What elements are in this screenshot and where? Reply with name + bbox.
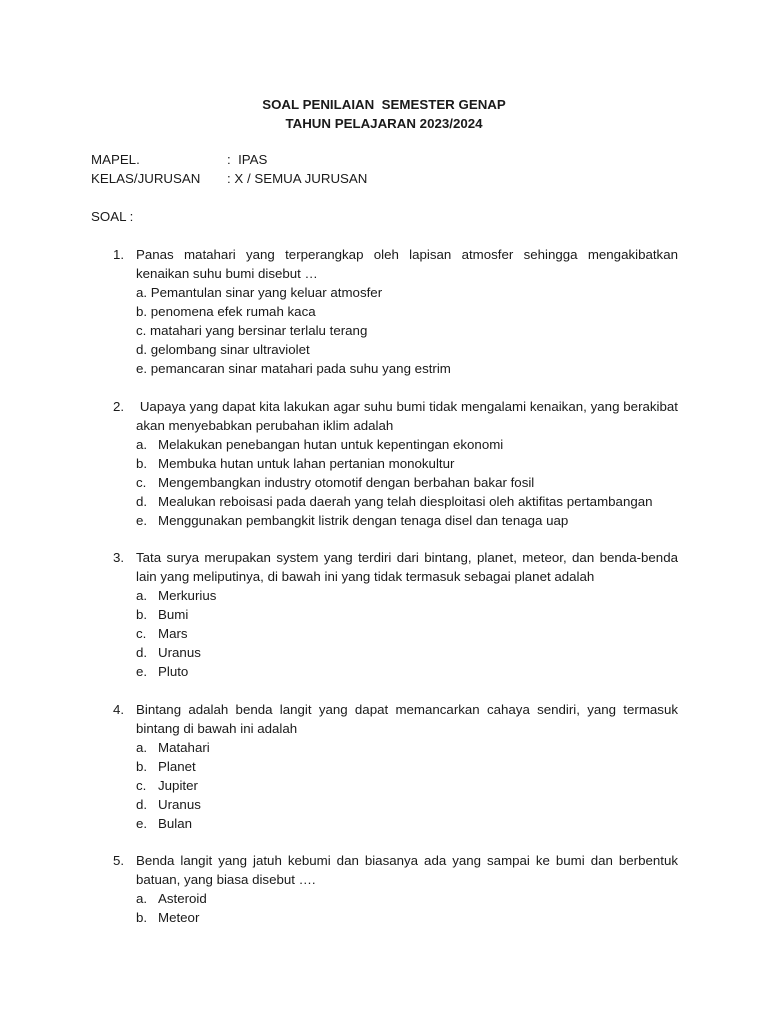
option-a bbox=[136, 586, 678, 605]
option-letter: a. bbox=[136, 740, 148, 755]
option-text: Mealukan reboisasi pada daerah yang telah diesploitasi oleh aktifitas pertambangan bbox=[158, 494, 653, 509]
question-text: Uapaya yang dapat kita lakukan agar suhu bumi tidak mengalami kenaikan, yang berakibat akan menyebabkan perubahan iklim adalah bbox=[136, 399, 682, 433]
meta-info bbox=[91, 150, 691, 188]
option-a: a. Pemantulan sinar yang keluar atmosfer bbox=[136, 285, 383, 300]
option-text: Bulan bbox=[158, 816, 193, 831]
option-c bbox=[136, 473, 678, 492]
meta-row-mapel bbox=[91, 150, 691, 169]
option-text: Asteroid bbox=[158, 891, 207, 906]
question-text: Benda langit yang jatuh kebumi dan biasanya ada yang sampai ke bumi dan berbentuk batuan, yang biasa disebut …. bbox=[136, 853, 678, 887]
option-text: Melakukan penebangan hutan untuk kepentingan ekonomi bbox=[158, 437, 504, 452]
option-text: Jupiter bbox=[158, 778, 198, 793]
option-text: Merkurius bbox=[158, 588, 217, 603]
soal-heading: SOAL : bbox=[91, 209, 134, 224]
option-letter: d. bbox=[136, 494, 148, 509]
option-letter: e. bbox=[136, 513, 148, 528]
option-letter: d. bbox=[136, 645, 148, 660]
option-text: Mengembangkan industry otomotif dengan berbahan bakar fosil bbox=[158, 475, 535, 490]
question-1 bbox=[113, 245, 678, 378]
option-a bbox=[136, 889, 678, 908]
option-e: e. pemancaran sinar matahari pada suhu yang estrim bbox=[136, 361, 451, 376]
option-d: d. gelombang sinar ultraviolet bbox=[136, 342, 310, 357]
option-letter: b. bbox=[136, 759, 148, 774]
kelas-label: KELAS/JURUSAN bbox=[91, 171, 201, 186]
option-text: Planet bbox=[158, 759, 196, 774]
option-letter: b. bbox=[136, 607, 148, 622]
option-letter: e. bbox=[136, 816, 148, 831]
option-letter: e. bbox=[136, 664, 148, 679]
option-letter: b. bbox=[136, 910, 148, 925]
question-5 bbox=[113, 851, 678, 927]
option-d bbox=[136, 795, 678, 814]
option-d bbox=[136, 643, 678, 662]
option-c bbox=[136, 624, 678, 643]
question-number: 3. bbox=[113, 550, 125, 565]
option-b: b. penomena efek rumah kaca bbox=[136, 304, 316, 319]
option-text: Pluto bbox=[158, 664, 189, 679]
option-letter: d. bbox=[136, 797, 148, 812]
option-text: Matahari bbox=[158, 740, 210, 755]
question-4 bbox=[113, 700, 678, 833]
option-b bbox=[136, 908, 678, 927]
question-number: 4. bbox=[113, 702, 125, 717]
option-a bbox=[136, 738, 678, 757]
option-text: Meteor bbox=[158, 910, 200, 925]
option-text: Bumi bbox=[158, 607, 189, 622]
option-letter: a. bbox=[136, 588, 148, 603]
option-d bbox=[136, 492, 678, 511]
option-b bbox=[136, 605, 678, 624]
option-e bbox=[136, 662, 678, 681]
meta-row-kelas bbox=[91, 169, 691, 188]
option-letter: b. bbox=[136, 456, 148, 471]
option-c bbox=[136, 776, 678, 795]
kelas-value: : X / SEMUA JURUSAN bbox=[227, 171, 368, 186]
option-text: Uranus bbox=[158, 797, 201, 812]
option-letter: a. bbox=[136, 891, 148, 906]
option-text: Membuka hutan untuk lahan pertanian monokultur bbox=[158, 456, 455, 471]
option-b bbox=[136, 757, 678, 776]
option-text: Menggunakan pembangkit listrik dengan tenaga disel dan tenaga uap bbox=[158, 513, 569, 528]
question-number: 1. bbox=[113, 247, 125, 262]
option-b bbox=[136, 454, 678, 473]
mapel-value: : IPAS bbox=[227, 152, 268, 167]
option-e bbox=[136, 814, 678, 833]
mapel-label: MAPEL. bbox=[91, 152, 140, 167]
title-line-1: SOAL PENILAIAN SEMESTER GENAP bbox=[262, 97, 506, 112]
option-c: c. matahari yang bersinar terlalu terang bbox=[136, 323, 368, 338]
question-text: Panas matahari yang terperangkap oleh lapisan atmosfer sehingga mengakibatkan kenaikan suhu bumi disebut … bbox=[136, 247, 678, 281]
option-letter: c. bbox=[136, 778, 147, 793]
title-line-2: TAHUN PELAJARAN 2023/2024 bbox=[285, 116, 483, 131]
option-letter: a. bbox=[136, 437, 148, 452]
question-3 bbox=[113, 548, 678, 681]
option-letter: c. bbox=[136, 475, 147, 490]
option-e bbox=[136, 511, 678, 530]
option-letter: c. bbox=[136, 626, 147, 641]
document-title bbox=[0, 95, 768, 133]
option-a bbox=[136, 435, 678, 454]
option-text: Mars bbox=[158, 626, 188, 641]
question-number: 5. bbox=[113, 853, 125, 868]
question-number: 2. bbox=[113, 399, 125, 414]
question-text: Bintang adalah benda langit yang dapat memancarkan cahaya sendiri, yang termasuk bintang di bawah ini adalah bbox=[136, 702, 678, 736]
question-text: Tata surya merupakan system yang terdiri dari bintang, planet, meteor, dan benda-benda lain yang meliputinya, di bawah ini yang tidak termasuk sebagai planet adalah bbox=[136, 550, 678, 584]
option-text: Uranus bbox=[158, 645, 201, 660]
question-2 bbox=[113, 397, 682, 530]
